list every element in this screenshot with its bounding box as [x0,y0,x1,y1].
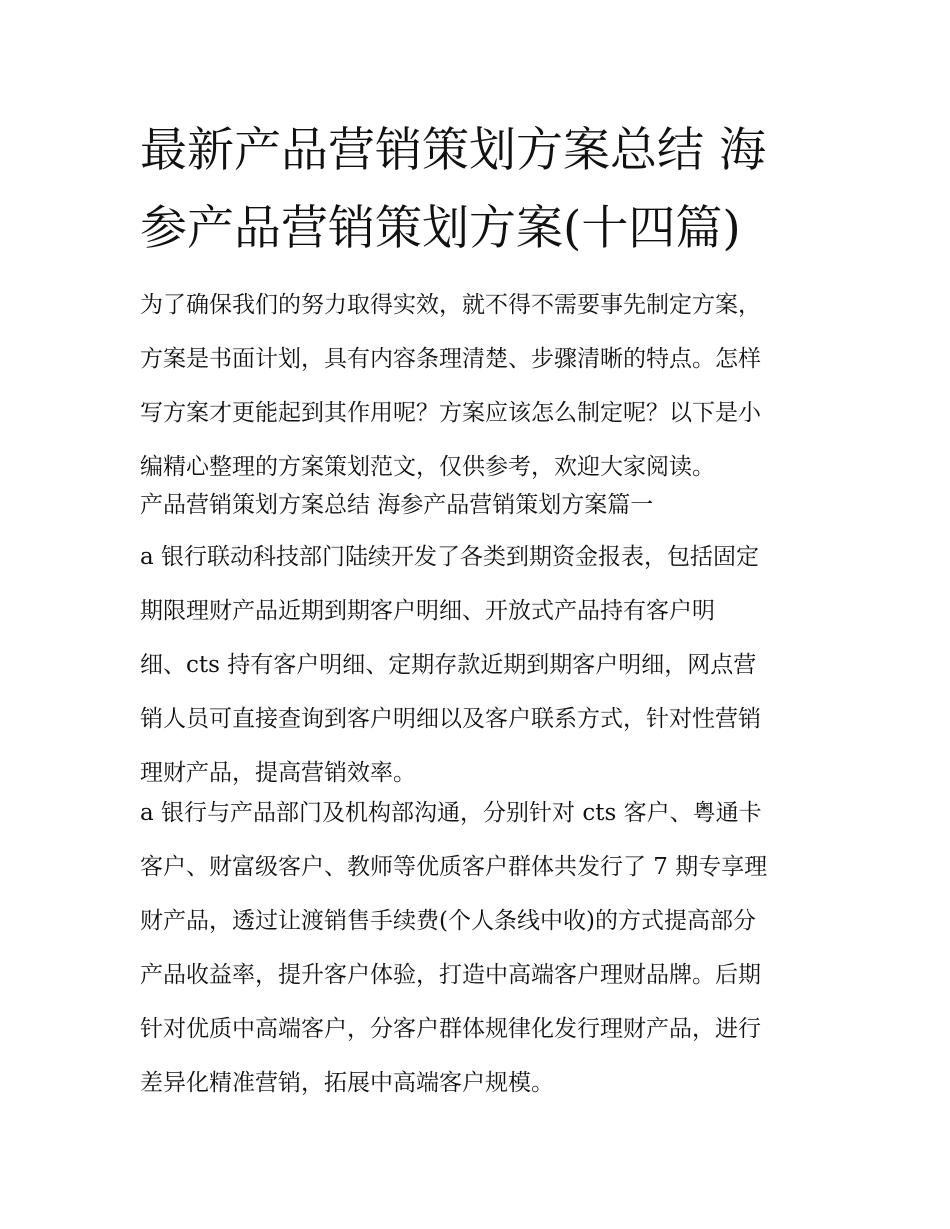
text-line: 针对优质中高端客户，分客户群体规律化发行理财产品，进行 [140,1016,761,1042]
text-line: a 银行与产品部门及机构部沟通，分别针对 cts 客户、粤通卡 [140,800,762,826]
title-line: 参产品营销策划方案(十四篇) [140,201,741,256]
body-paragraph-2 [140,786,830,1110]
document-title [140,112,820,268]
text-line: 期限理财产品近期到期客户明细、开放式产品持有客户明 [140,598,715,624]
body-paragraph-1 [140,530,830,800]
title-line: 最新产品营销策划方案总结 海 [140,123,766,178]
text-line: 为了确保我们的努力取得实效，就不得不需要事先制定方案， [140,292,761,318]
text-line: a 银行联动科技部门陆续开发了各类到期资金报表，包括固定 [140,544,760,570]
text-line: 产品收益率，提升客户体验，打造中高端客户理财品牌。后期 [140,962,761,988]
section-heading [140,478,830,532]
text-line: 方案是书面计划，具有内容条理清楚、步骤清晰的特点。怎样 [140,346,761,372]
text-line: 销人员可直接查询到客户明细以及客户联系方式，针对性营销 [140,706,761,732]
text-line: 客户、财富级客户、教师等优质客户群体共发行了 7 期专享理 [140,854,768,880]
section-heading-text: 产品营销策划方案总结 海参产品营销策划方案篇一 [140,492,654,518]
text-line: 细、cts 持有客户明细、定期存款近期到期客户明细，网点营 [140,652,757,678]
text-line: 写方案才更能起到其作用呢？方案应该怎么制定呢？以下是小 [140,400,761,426]
text-line: 差异化精准营销，拓展中高端客户规模。 [140,1070,554,1096]
text-line: 财产品，透过让渡销售手续费(个人条线中收)的方式提高部分 [140,908,756,934]
text-line: 编精心整理的方案策划范文，仅供参考，欢迎大家阅读。 [140,454,715,480]
text-line: 理财产品，提高营销效率。 [140,760,416,786]
intro-paragraph [140,278,830,494]
